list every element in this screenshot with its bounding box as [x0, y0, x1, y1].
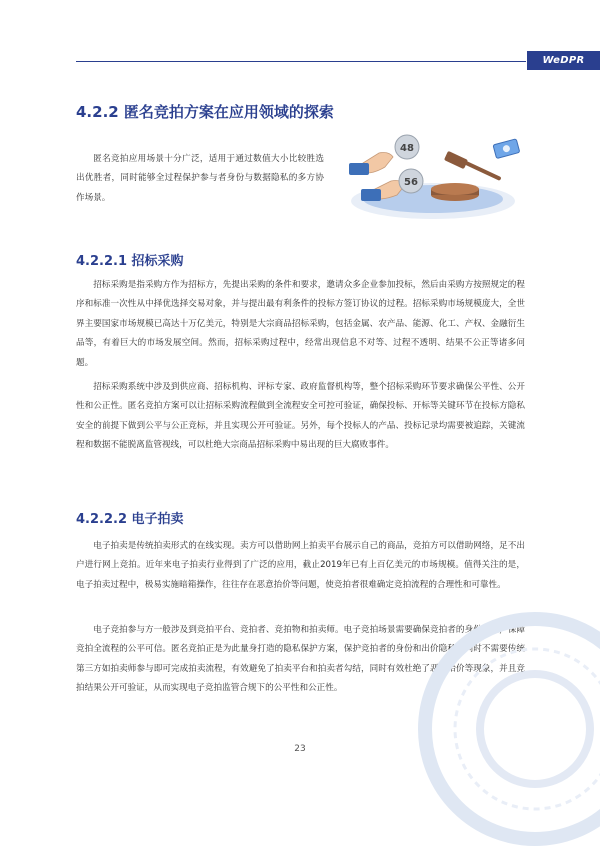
subsection-title-e-auction: 4.2.2.2 电子拍卖: [76, 512, 184, 527]
banknote-icon: [493, 139, 520, 159]
bidding-paragraph-1: 招标采购是指采购方作为招标方，先提出采购的条件和要求，邀请众多企业参加投标，然后由采购方按照规定的程序和标准一次性从中择优选择交易对象，并与提出最有利条件的投标方签订协议的过程。招标采购市场规模庞大，全世界主要国家市场规模已高达十万亿美元，特别是大宗商品招标采购，包括金属、农产品、能源、化工、产权、金融衍生品等，有着巨大的市场发展空间。然而，招标采购过程中，经常出现信息不对等、过程不透明、结果不公正等诸多问题。: [76, 280, 525, 368]
header-rule: [76, 61, 526, 62]
hand-icon: [349, 153, 393, 176]
auction-ball-icon: [399, 169, 423, 193]
e-auction-paragraph-1: 电子拍卖是传统拍卖形式的在线实现。卖方可以借助网上拍卖平台展示自己的商品，竞拍方可以借助网络，足不出户进行网上竞拍。近年来电子拍卖行业得到了广泛的应用，截止2019年已有上百亿美元的市场规模。值得关注的是，电子拍卖过程中，极易实施暗箱操作，往往存在恶意抬价等问题，使竞拍者很难确定竞拍流程的合理性和可靠性。: [76, 541, 525, 590]
page-number: 23: [294, 744, 306, 754]
e-auction-paragraph-2: 电子竞拍参与方一般涉及到竞拍平台、竞拍者、竞拍物和拍卖师。电子竞拍场景需要确保竞拍者的身份隐私，保障竞拍全流程的公平可信。匿名竞拍正是为此量身打造的隐私保护方案，保护竞拍者的身份和出价隐私，同时不需要传统第三方如拍卖师参与即可完成拍卖流程，有效避免了拍卖平台和拍卖者勾结，同时有效杜绝了恶意抬价等现象，并且竞拍结果公开可验证，从而实现电子竞拍监管合规下的公平性和公正性。: [76, 625, 525, 694]
subsection-title-bidding: 4.2.2.1 招标采购: [76, 254, 184, 269]
section-title: 4.2.2 匿名竞拍方案在应用领域的探索: [76, 103, 334, 121]
auction-ball-icon: [395, 135, 419, 159]
bidding-paragraph-2: 招标采购系统中涉及到供应商、招标机构、评标专家、政府监督机构等，整个招标采购环节要求确保公平性、公开性和公正性。匿名竞拍方案可以让招标采购流程做到全流程安全可控可验证，确保投标、开标等关键环节在投标方隐私安全的前提下做到公平与公正竞标，并且实现公开可验证。另外，每个投标人的产品、投标记录均需要被追踪，关键流程和数据不能脱离监管视线，可以杜绝大宗商品招标采购中易出现的巨大腐败事件。: [76, 382, 525, 451]
wedpr-logo: WeDPR: [527, 51, 600, 70]
ball-number-56: 56: [404, 177, 418, 188]
section-intro: 匿名竞拍应用场景十分广泛，适用于通过数值大小比较胜选出优胜者，同时能够全过程保护参与者身份与数据隐私的多方协作场景。: [76, 154, 324, 203]
ball-number-48: 48: [400, 143, 414, 154]
auction-illustration: [345, 133, 525, 221]
